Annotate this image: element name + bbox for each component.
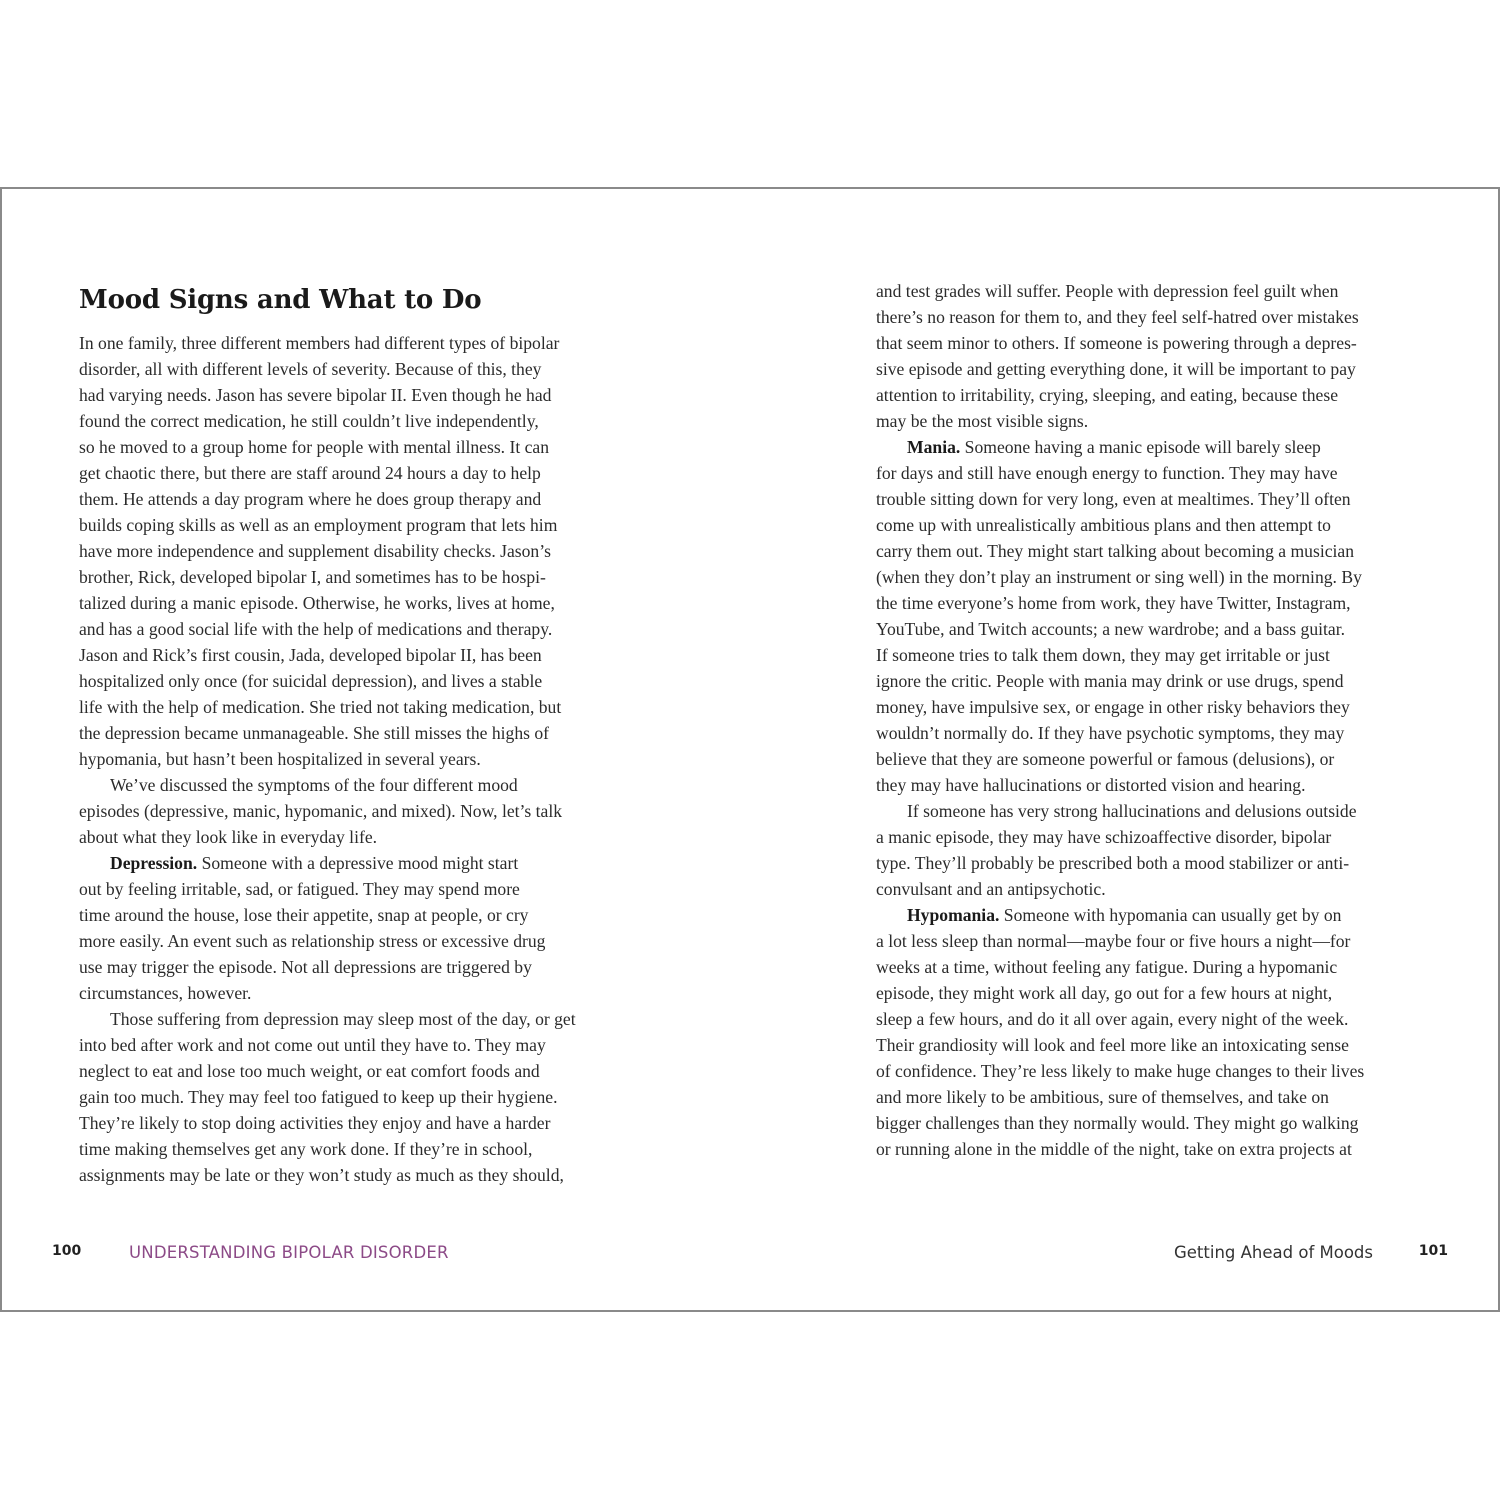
line-text: and has a good social life with the help of medications and therapy.: [79, 619, 553, 639]
text-line: [876, 824, 1432, 850]
text-line: [876, 954, 1432, 980]
line-text: disorder, all with different levels of severity. Because of this, they: [79, 359, 542, 379]
line-text: sive episode and getting everything done, it will be important to pay: [876, 359, 1356, 379]
text-line: [876, 902, 1432, 928]
text-line: [79, 616, 635, 642]
line-text: (when they don’t play an instrument or sing well) in the morning. By: [876, 567, 1362, 587]
text-line: [79, 564, 635, 590]
line-text: Someone having a manic episode will barely sleep: [960, 437, 1321, 457]
text-line: [79, 590, 635, 616]
text-line: [79, 876, 635, 902]
line-text: they may have hallucinations or distorted vision and hearing.: [876, 775, 1306, 795]
line-text: hospitalized only once (for suicidal depression), and lives a stable: [79, 671, 543, 691]
right-page-body: [876, 278, 1432, 1162]
text-line: [79, 746, 635, 772]
line-text: into bed after work and not come out until they have to. They may: [79, 1035, 546, 1055]
text-line: [876, 850, 1432, 876]
left-page-body: [79, 330, 635, 1188]
text-line: [79, 850, 635, 876]
text-line: [876, 746, 1432, 772]
text-line: [876, 408, 1432, 434]
text-line: [79, 538, 635, 564]
line-text: trouble sitting down for very long, even at mealtimes. They’ll often: [876, 489, 1351, 509]
line-text: attention to irritability, crying, sleeping, and eating, because these: [876, 385, 1339, 405]
text-line: [79, 1084, 635, 1110]
line-text: Jason and Rick’s first cousin, Jada, developed bipolar II, has been: [79, 645, 542, 665]
line-text: a lot less sleep than normal—maybe four or five hours a night—for: [876, 931, 1351, 951]
text-line: [79, 382, 635, 408]
text-line: [876, 980, 1432, 1006]
line-text: brother, Rick, developed bipolar I, and sometimes has to be hospi-: [79, 567, 546, 587]
text-line: [876, 772, 1432, 798]
text-line: [79, 1058, 635, 1084]
text-line: [79, 902, 635, 928]
text-line: [876, 356, 1432, 382]
line-text: weeks at a time, without feeling any fatigue. During a hypomanic: [876, 957, 1338, 977]
text-line: [876, 590, 1432, 616]
line-text: money, have impulsive sex, or engage in other risky behaviors they: [876, 697, 1350, 717]
book-spread: [0, 187, 1500, 1312]
line-text: Their grandiosity will look and feel more like an intoxicating sense: [876, 1035, 1349, 1055]
line-text: Someone with hypomania can usually get by on: [999, 905, 1342, 925]
line-text: time around the house, lose their appetite, snap at people, or cry: [79, 905, 529, 925]
left-running-head: UNDERSTANDING BIPOLAR DISORDER: [129, 1243, 449, 1262]
line-text: a manic episode, they may have schizoaffective disorder, bipolar: [876, 827, 1332, 847]
text-line: [79, 1032, 635, 1058]
line-text: type. They’ll probably be prescribed both a mood stabilizer or anti-: [876, 853, 1350, 873]
line-text: and test grades will suffer. People with depression feel guilt when: [876, 281, 1339, 301]
text-line: [876, 1058, 1432, 1084]
line-text: They’re likely to stop doing activities they enjoy and have a harder: [79, 1113, 551, 1133]
text-line: [876, 876, 1432, 902]
text-line: [876, 1084, 1432, 1110]
text-line: [876, 278, 1432, 304]
line-text: or running alone in the middle of the night, take on extra projects at: [876, 1139, 1352, 1159]
text-line: [79, 434, 635, 460]
text-line: [79, 1162, 635, 1188]
line-text: and more likely to be ambitious, sure of themselves, and take on: [876, 1087, 1329, 1107]
line-text: had varying needs. Jason has severe bipolar II. Even though he had: [79, 385, 552, 405]
line-text: that seem minor to others. If someone is powering through a depres-: [876, 333, 1357, 353]
text-line: [876, 434, 1432, 460]
text-line: [79, 772, 635, 798]
line-text: ignore the critic. People with mania may drink or use drugs, spend: [876, 671, 1344, 691]
line-text: We’ve discussed the symptoms of the four different mood: [110, 775, 518, 795]
text-line: [79, 512, 635, 538]
line-text: gain too much. They may feel too fatigued to keep up their hygiene.: [79, 1087, 558, 1107]
text-line: [79, 720, 635, 746]
line-text: Those suffering from depression may sleep most of the day, or get: [110, 1009, 576, 1029]
line-text: may be the most visible signs.: [876, 411, 1089, 431]
line-text: wouldn’t normally do. If they have psychotic symptoms, they may: [876, 723, 1345, 743]
line-text: bigger challenges than they normally would. They might go walking: [876, 1113, 1359, 1133]
text-line: [79, 694, 635, 720]
line-text: carry them out. They might start talking about becoming a musician: [876, 541, 1355, 561]
right-running-head: Getting Ahead of Moods: [1173, 1243, 1373, 1262]
text-line: [876, 486, 1432, 512]
line-text: have more independence and supplement disability checks. Jason’s: [79, 541, 551, 561]
run-in-heading: Depression.: [110, 853, 198, 873]
line-text: Someone with a depressive mood might start: [197, 853, 519, 873]
text-line: [876, 1006, 1432, 1032]
section-heading: Mood Signs and What to Do: [79, 285, 482, 315]
text-line: [876, 1136, 1432, 1162]
text-line: [79, 928, 635, 954]
run-in-heading: Hypomania.: [907, 905, 1000, 925]
line-text: hypomania, but hasn’t been hospitalized in several years.: [79, 749, 481, 769]
text-line: [876, 668, 1432, 694]
line-text: episode, they might work all day, go out for a few hours at night,: [876, 983, 1333, 1003]
text-line: [79, 980, 635, 1006]
line-text: neglect to eat and lose too much weight, or eat comfort foods and: [79, 1061, 540, 1081]
text-line: [79, 460, 635, 486]
run-in-heading: Mania.: [907, 437, 961, 457]
line-text: In one family, three different members had different types of bipolar: [79, 333, 560, 353]
text-line: [79, 824, 635, 850]
line-text: life with the help of medication. She tried not taking medication, but: [79, 697, 562, 717]
text-line: [876, 304, 1432, 330]
line-text: If someone tries to talk them down, they may get irritable or just: [876, 645, 1330, 665]
text-line: [876, 1032, 1432, 1058]
line-text: time making themselves get any work done. If they’re in school,: [79, 1139, 533, 1159]
line-text: for days and still have enough energy to function. They may have: [876, 463, 1338, 483]
line-text: builds coping skills as well as an employment program that lets him: [79, 515, 558, 535]
text-line: [876, 330, 1432, 356]
line-text: them. He attends a day program where he does group therapy and: [79, 489, 542, 509]
text-line: [876, 694, 1432, 720]
text-line: [79, 330, 635, 356]
text-line: [876, 382, 1432, 408]
text-line: [876, 798, 1432, 824]
text-line: [79, 954, 635, 980]
line-text: out by feeling irritable, sad, or fatigued. They may spend more: [79, 879, 520, 899]
line-text: more easily. An event such as relationship stress or excessive drug: [79, 931, 546, 951]
left-page-number: 100: [52, 1243, 82, 1259]
text-line: [876, 642, 1432, 668]
text-line: [876, 1110, 1432, 1136]
text-line: [79, 668, 635, 694]
right-page-number: 101: [1418, 1243, 1448, 1259]
line-text: found the correct medication, he still couldn’t live independently,: [79, 411, 539, 431]
line-text: talized during a manic episode. Otherwise, he works, lives at home,: [79, 593, 555, 613]
line-text: so he moved to a group home for people with mental illness. It can: [79, 437, 550, 457]
text-line: [876, 616, 1432, 642]
text-line: [79, 408, 635, 434]
line-text: circumstances, however.: [79, 983, 252, 1003]
line-text: YouTube, and Twitch accounts; a new wardrobe; and a bass guitar.: [876, 619, 1345, 639]
text-line: [876, 460, 1432, 486]
text-line: [79, 1110, 635, 1136]
line-text: the time everyone’s home from work, they have Twitter, Instagram,: [876, 593, 1351, 613]
text-line: [876, 720, 1432, 746]
text-line: [876, 512, 1432, 538]
line-text: convulsant and an antipsychotic.: [876, 879, 1106, 899]
text-line: [79, 1136, 635, 1162]
line-text: episodes (depressive, manic, hypomanic, and mixed). Now, let’s talk: [79, 801, 563, 821]
text-line: [79, 642, 635, 668]
line-text: about what they look like in everyday life.: [79, 827, 378, 847]
line-text: get chaotic there, but there are staff around 24 hours a day to help: [79, 463, 541, 483]
text-line: [79, 1006, 635, 1032]
line-text: If someone has very strong hallucinations and delusions outside: [907, 801, 1357, 821]
text-line: [79, 798, 635, 824]
text-line: [876, 538, 1432, 564]
text-line: [79, 356, 635, 382]
text-line: [79, 486, 635, 512]
line-text: of confidence. They’re less likely to make huge changes to their lives: [876, 1061, 1365, 1081]
line-text: assignments may be late or they won’t study as much as they should,: [79, 1165, 564, 1185]
line-text: the depression became unmanageable. She still misses the highs of: [79, 723, 550, 743]
line-text: there’s no reason for them to, and they feel self-hatred over mistakes: [876, 307, 1359, 327]
text-line: [876, 928, 1432, 954]
line-text: use may trigger the episode. Not all depressions are triggered by: [79, 957, 532, 977]
line-text: believe that they are someone powerful or famous (delusions), or: [876, 749, 1335, 769]
line-text: sleep a few hours, and do it all over again, every night of the week.: [876, 1009, 1349, 1029]
text-line: [876, 564, 1432, 590]
line-text: come up with unrealistically ambitious plans and then attempt to: [876, 515, 1331, 535]
